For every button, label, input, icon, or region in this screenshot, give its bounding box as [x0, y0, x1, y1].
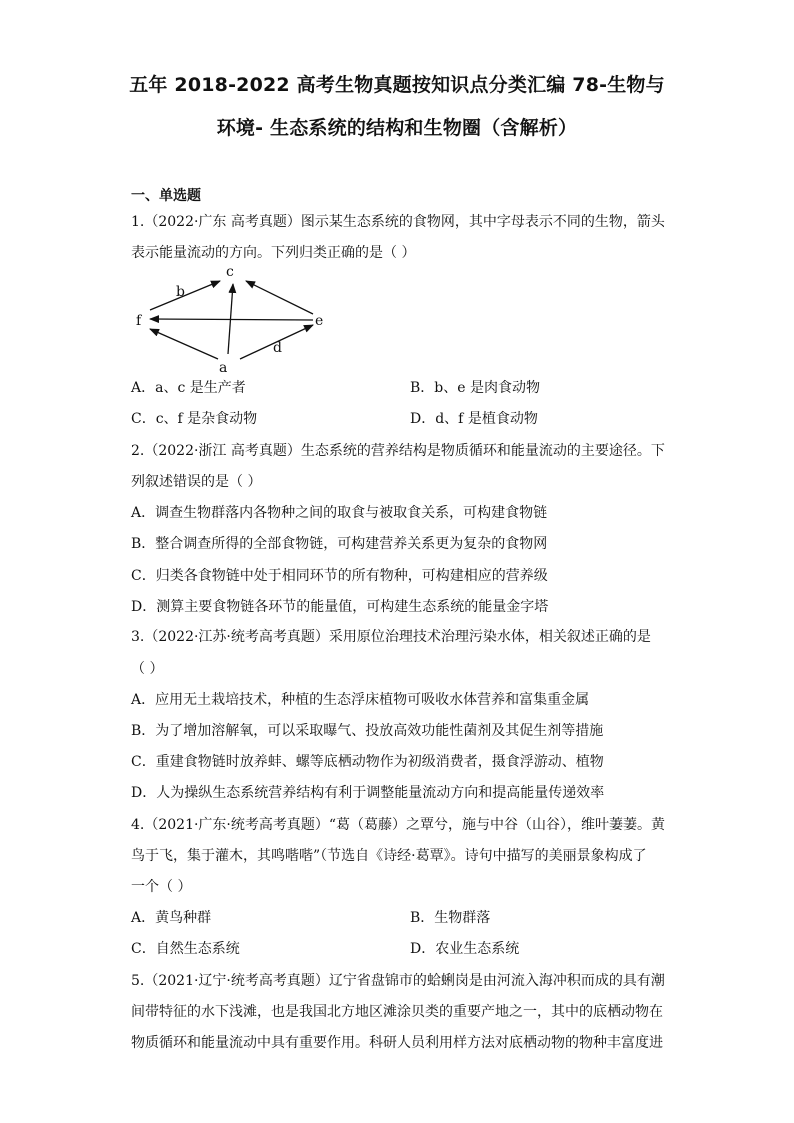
arrow-f-to-c: [150, 281, 220, 310]
question-3-option-b[interactable]: B．为了增加溶解氧，可以采取曝气、投放高效功能性菌剂及其促生剂等措施: [131, 723, 604, 739]
question-1-text-line: 1.（2022·广东 高考真题）图示某生态系统的食物网，其中字母表示不同的生物，箭头: [131, 214, 665, 230]
question-1-option-b[interactable]: B．b、e 是肉食动物: [410, 380, 540, 396]
question-5-text-line: 物质循环和能量流动中具有重要作用。科研人员利用样方法对底栖动物的物种丰富度进: [131, 1035, 663, 1051]
node-label-b: b: [176, 284, 185, 300]
question-2-text-line: 2.（2022·浙江 高考真题）生态系统的营养结构是物质循环和能量流动的主要途径。下: [131, 443, 665, 459]
node-label-f: f: [136, 313, 142, 329]
node-label-a: a: [219, 360, 228, 376]
question-3-text-line: 3.（2022·江苏·统考高考真题）采用原位治理技术治理污染水体，相关叙述正确的是: [131, 629, 651, 645]
question-4-option-d[interactable]: D．农业生态系统: [410, 941, 520, 957]
arrow-e-to-c: [246, 281, 313, 314]
document-title-line-1: 五年 2018-2022 高考生物真题按知识点分类汇编 78-生物与: [129, 74, 665, 96]
question-4-text-line: 4.（2021·广东·统考高考真题）“葛（葛藤）之覃兮，施与中谷（山谷），维叶萋萋。黄: [131, 817, 666, 833]
question-2-option-d[interactable]: D．测算主要食物链各环节的能量值，可构建生态系统的能量金字塔: [131, 599, 549, 615]
question-2-option-c[interactable]: C．归类各食物链中处于相同环节的所有物种，可构建相应的营养级: [131, 568, 548, 584]
question-5-text-line: 5.（2021·辽宁·统考高考真题）辽宁省盘锦市的蛤蜊岗是由河流入海冲积而成的具有潮: [131, 973, 665, 989]
question-2-option-b[interactable]: B．整合调查所得的全部食物链，可构建营养关系更为复杂的食物网: [131, 536, 548, 552]
question-4-text-line: 一个（ ）: [131, 879, 192, 895]
document-title-line-2: 环境- 生态系统的结构和生物圈（含解析）: [216, 117, 578, 139]
question-4-text-line: 鸟于飞，集于灌木，其鸣喈喈”（节选自《诗经·葛覃》。诗句中描写的美丽景象构成了: [131, 848, 647, 864]
question-4-option-b[interactable]: B．生物群落: [410, 910, 491, 926]
question-3-option-a[interactable]: A．应用无土栽培技术，种植的生态浮床植物可吸收水体营养和富集重金属: [131, 692, 590, 708]
arrow-e-to-f: [150, 319, 313, 320]
node-label-e: e: [315, 313, 324, 329]
question-1-option-a[interactable]: A．a、c 是生产者: [131, 380, 246, 396]
food-web-diagram: [120, 262, 350, 380]
question-1-text-line: 表示能量流动的方向。下列归类正确的是（ ）: [131, 245, 416, 261]
question-4-option-a[interactable]: A．黄鸟种群: [131, 910, 212, 926]
question-3-text-line: （ ）: [131, 661, 164, 677]
question-5-text-line: 间带特征的水下浅滩，也是我国北方地区滩涂贝类的重要产地之一，其中的底栖动物在: [131, 1004, 663, 1020]
arrow-a-to-f: [150, 329, 218, 359]
question-1-option-d[interactable]: D．d、f 是植食动物: [410, 411, 538, 427]
node-label-c: c: [226, 264, 234, 280]
node-label-d: d: [273, 340, 282, 356]
question-2-option-a[interactable]: A．调查生物群落内各物种之间的取食与被取食关系，可构建食物链: [131, 505, 548, 521]
question-2-text-line: 列叙述错误的是（ ）: [131, 474, 262, 490]
question-3-option-c[interactable]: C．重建食物链时放养蚌、螺等底栖动物作为初级消费者，摄食浮游动、植物: [131, 754, 604, 770]
question-3-option-d[interactable]: D．人为操纵生态系统营养结构有利于调整能量流动方向和提高能量传递效率: [131, 785, 605, 801]
question-4-option-c[interactable]: C．自然生态系统: [131, 941, 240, 957]
section-heading: 一、单选题: [131, 188, 201, 204]
question-1-option-c[interactable]: C．c、f 是杂食动物: [131, 411, 258, 427]
